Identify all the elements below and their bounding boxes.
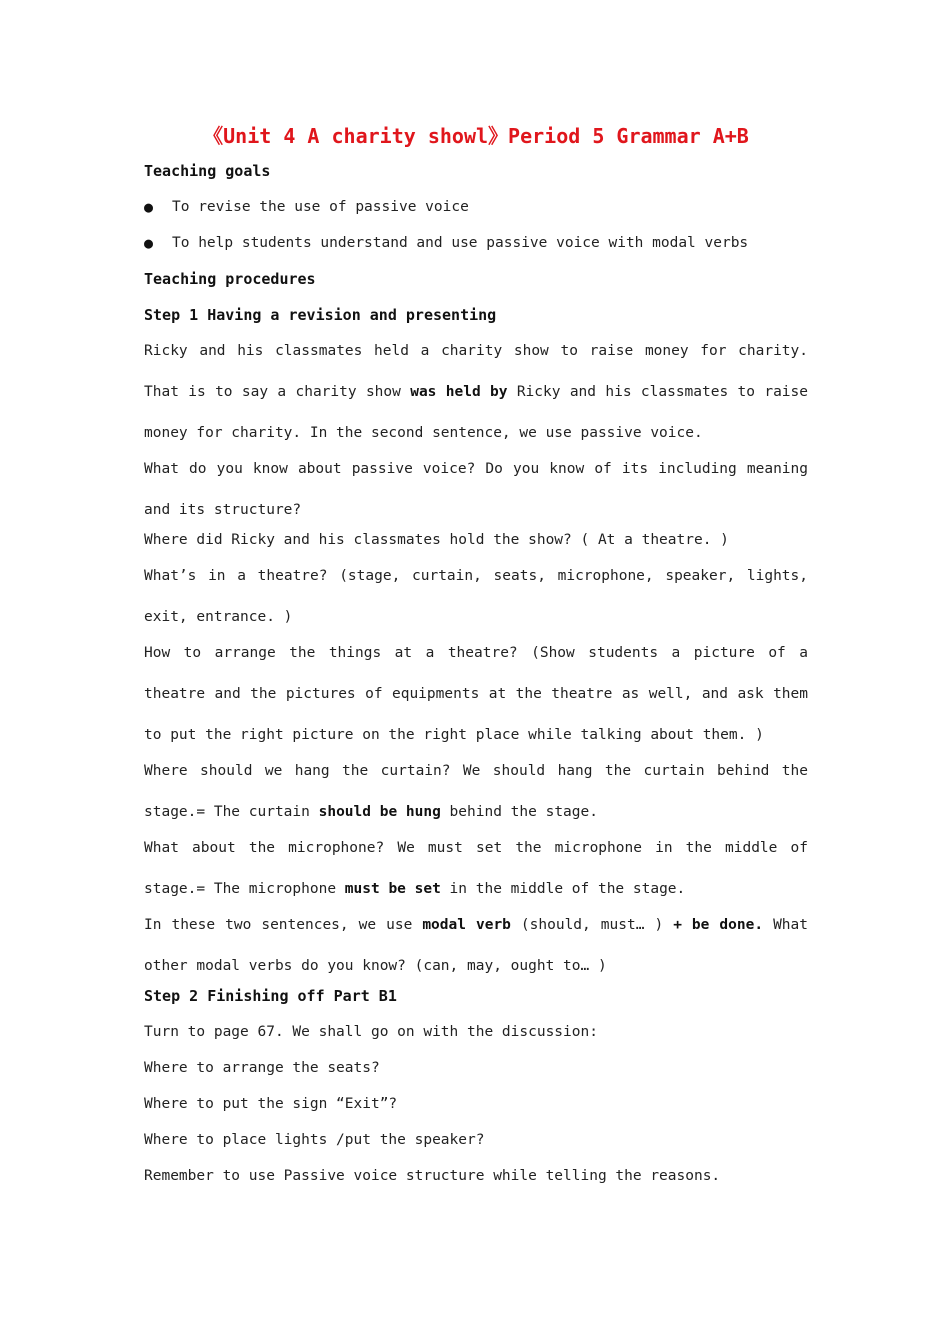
paragraph: Where to place lights /put the speaker? — [144, 1132, 485, 1148]
paragraph: Ricky and his classmates held a charity show to raise money for charity. That is to say a charity show was held by Ricky and his classmates to raise money for charity. In the second sentence, we use passive voice. — [144, 343, 808, 441]
paragraph: What about the microphone? We must set the microphone in the middle of stage.= The microphone must be set in the middle of the stage. — [144, 840, 808, 897]
procedures-heading: Teaching procedures — [144, 270, 316, 288]
step2-heading: Step 2 Finishing off Part B1 — [144, 987, 397, 1005]
paragraph: Where did Ricky and his classmates hold the show? ( At a theatre. ) — [144, 532, 729, 548]
paragraph: What do you know about passive voice? Do you know of its including meaning and its structure? — [144, 461, 808, 518]
paragraph: Remember to use Passive voice structure while telling the reasons. — [144, 1168, 721, 1184]
paragraph: Turn to page 67. We shall go on with the discussion: — [144, 1024, 598, 1040]
bullet-icon: ● — [144, 198, 154, 216]
paragraph: Where to arrange the seats? — [144, 1060, 380, 1076]
goal-item — [144, 233, 808, 253]
goal-item — [144, 197, 808, 217]
goal-text: To revise the use of passive voice — [172, 199, 469, 215]
step1-heading: Step 1 Having a revision and presenting — [144, 306, 497, 324]
paragraph: What’s in a theatre? (stage, curtain, seats, microphone, speaker, lights, exit, entrance. ) — [144, 568, 808, 625]
paragraph: How to arrange the things at a theatre? (Show students a picture of a theatre and the pictures of equipments at the theatre as well, and ask them to put the right picture on the right place while talking about them. ) — [144, 645, 808, 743]
bullet-icon: ● — [144, 234, 154, 252]
paragraph: In these two sentences, we use modal verb (should, must… ) + be done. What other modal verbs do you know? (can, may, ought to… ) — [144, 917, 808, 974]
paragraph: Where to put the sign “Exit”? — [144, 1096, 398, 1112]
document-page — [144, 120, 808, 1202]
goal-text: To help students understand and use passive voice with modal verbs — [172, 235, 749, 251]
teaching-goals-heading: Teaching goals — [144, 162, 271, 180]
paragraph: Where should we hang the curtain? We should hang the curtain behind the stage.= The curtain should be hung behind the stage. — [144, 763, 808, 820]
document-title: 《Unit 4 A charity showl》Period 5 Grammar A+B — [203, 124, 749, 148]
